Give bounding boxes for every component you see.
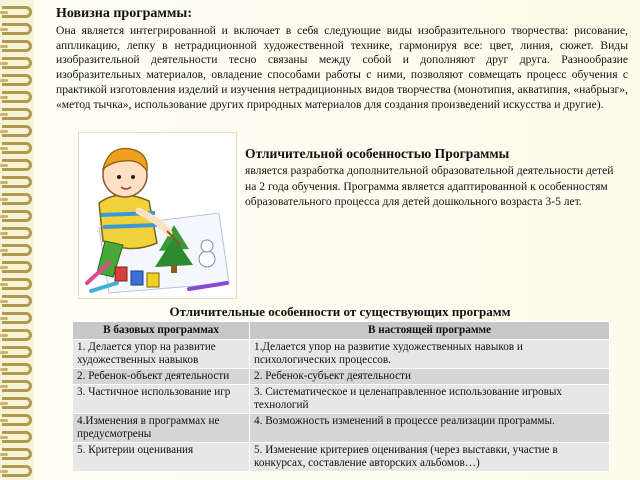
table-cell: 5. Изменение критериев оценивания (через выставки, участие в конкурсах, составление авторских альбомов…) <box>250 443 610 472</box>
table-cell: 1.Делается упор на развитие художественных навыков и психологических процессов. <box>250 340 610 369</box>
table-cell: 3. Систематическое и целенаправленное использование игровых технологий <box>250 385 610 414</box>
novelty-text: Она является интегрированной и включает в себя следующие виды изобразительного творчества: рисование, аппликацию, лепку в нетрадиционной художественной технике, гармонируя все: цвет, линия, сюжет. Виды изобразительной деятельности тесно связаны между собой и дополняют друг друга. Разнообразие изобразительных материалов, овладение способами работы с ними, позволяют совмещать процесс обучения с практикой изготовления изделий и изучения нетрадиционных видов творчества (монотипия, акватипия, «набрызг», «метод тычка», использование других природных материалов для создания произведений искусства и другие). <box>56 24 628 111</box>
binding-ring <box>2 329 32 341</box>
column-header: В настоящей программе <box>250 322 610 340</box>
binding-ring <box>2 380 32 392</box>
table-row <box>73 443 610 472</box>
binding-ring <box>2 6 32 18</box>
table-row <box>73 385 610 414</box>
binding-ring <box>2 363 32 375</box>
child-drawing-illustration <box>78 132 237 299</box>
notebook-binding <box>0 0 34 480</box>
feature-text: является разработка дополнительной образовательной деятельности детей на 2 года обучения. Программа является адаптированной к особенностям образовательного процесса для детей дошкольного возраста 3-5 лет. <box>245 164 614 208</box>
table-row <box>73 369 610 385</box>
binding-ring <box>2 227 32 239</box>
binding-ring <box>2 431 32 443</box>
binding-ring <box>2 278 32 290</box>
table-cell: 1. Делается упор на развитие художественных навыков <box>73 340 250 369</box>
comparison-table <box>72 321 610 472</box>
binding-ring <box>2 210 32 222</box>
binding-ring <box>2 312 32 324</box>
binding-ring <box>2 193 32 205</box>
novelty-heading: Новизна программы: <box>56 6 193 21</box>
binding-ring <box>2 397 32 409</box>
binding-ring <box>2 261 32 273</box>
table-cell: 4. Возможность изменений в процессе реализации программы. <box>250 414 610 443</box>
binding-ring <box>2 23 32 35</box>
binding-ring <box>2 125 32 137</box>
binding-ring <box>2 91 32 103</box>
binding-ring <box>2 465 32 477</box>
table-cell: 5. Критерии оценивания <box>73 443 250 472</box>
feature-heading: Отличительной особенностью Программы <box>245 146 510 161</box>
table-cell: 4.Изменения в программах не предусмотрены <box>73 414 250 443</box>
binding-ring <box>2 142 32 154</box>
binding-ring <box>2 414 32 426</box>
table-cell: 3. Частичное использование игр <box>73 385 250 414</box>
binding-ring <box>2 346 32 358</box>
table-cell: 2. Ребенок-субъект деятельности <box>250 369 610 385</box>
binding-ring <box>2 176 32 188</box>
comparison-title: Отличительные особенности от существующих программ <box>169 304 511 319</box>
table-row <box>73 414 610 443</box>
table-row <box>73 340 610 369</box>
column-header: В базовых программах <box>73 322 250 340</box>
binding-ring <box>2 448 32 460</box>
binding-ring <box>2 57 32 69</box>
binding-ring <box>2 159 32 171</box>
binding-ring <box>2 244 32 256</box>
binding-ring <box>2 108 32 120</box>
table-cell: 2. Ребенок-объект деятельности <box>73 369 250 385</box>
binding-ring <box>2 74 32 86</box>
binding-ring <box>2 40 32 52</box>
binding-ring <box>2 295 32 307</box>
